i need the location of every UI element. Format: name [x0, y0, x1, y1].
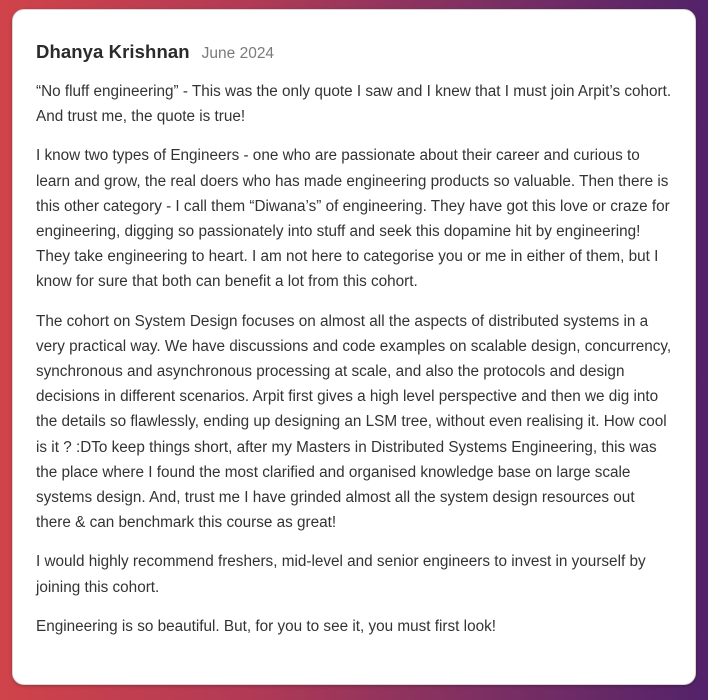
- review-paragraph-4: I would highly recommend freshers, mid-level and senior engineers to invest in yourself by joining this cohort.: [36, 553, 646, 596]
- review-paragraph-2: I know two types of Engineers - one who are passionate about their career and curious to learn and grow, the real doers who has made engineering products so valuable. Then there is this other category - I call them “Diwana’s” of engineering. They have got this love or craze for engineering, digging so passionately into stuff and seek this dopamine hit by engineering! They take engineering to heart. I am not here to categorise you or me in either of them, but I know for sure that both can benefit a lot from this cohort.: [36, 147, 670, 291]
- author-name: Dhanya Krishnan: [36, 41, 190, 62]
- review-header: [36, 41, 672, 63]
- testimonial-card: [12, 9, 696, 685]
- review-paragraph-5: Engineering is so beautiful. But, for you to see it, you must first look!: [36, 617, 496, 635]
- review-paragraph-3: The cohort on System Design focuses on almost all the aspects of distributed systems in a very practical way. We have discussions and code examples on scalable design, concurrency, synchronous and asynchronous processing at scale, and also the protocols and design decisions in different scenarios. Arpit first gives a high level perspective and then we dig into the details so flawlessly, ending up designing an LSM tree, without even realising it. How cool is it ? :DTo keep things short, after my Masters in Distributed Systems Engineering, this was the place where I found the most clarified and organised knowledge base on large scale systems design. And, trust me I have grinded almost all the system design resources out there & can benchmark this course as great!: [36, 312, 672, 532]
- review-paragraph-1: “No fluff engineering” - This was the only quote I saw and I knew that I must join Arpit’s cohort. And trust me, the quote is true!: [36, 83, 672, 126]
- review-date: June 2024: [201, 45, 275, 62]
